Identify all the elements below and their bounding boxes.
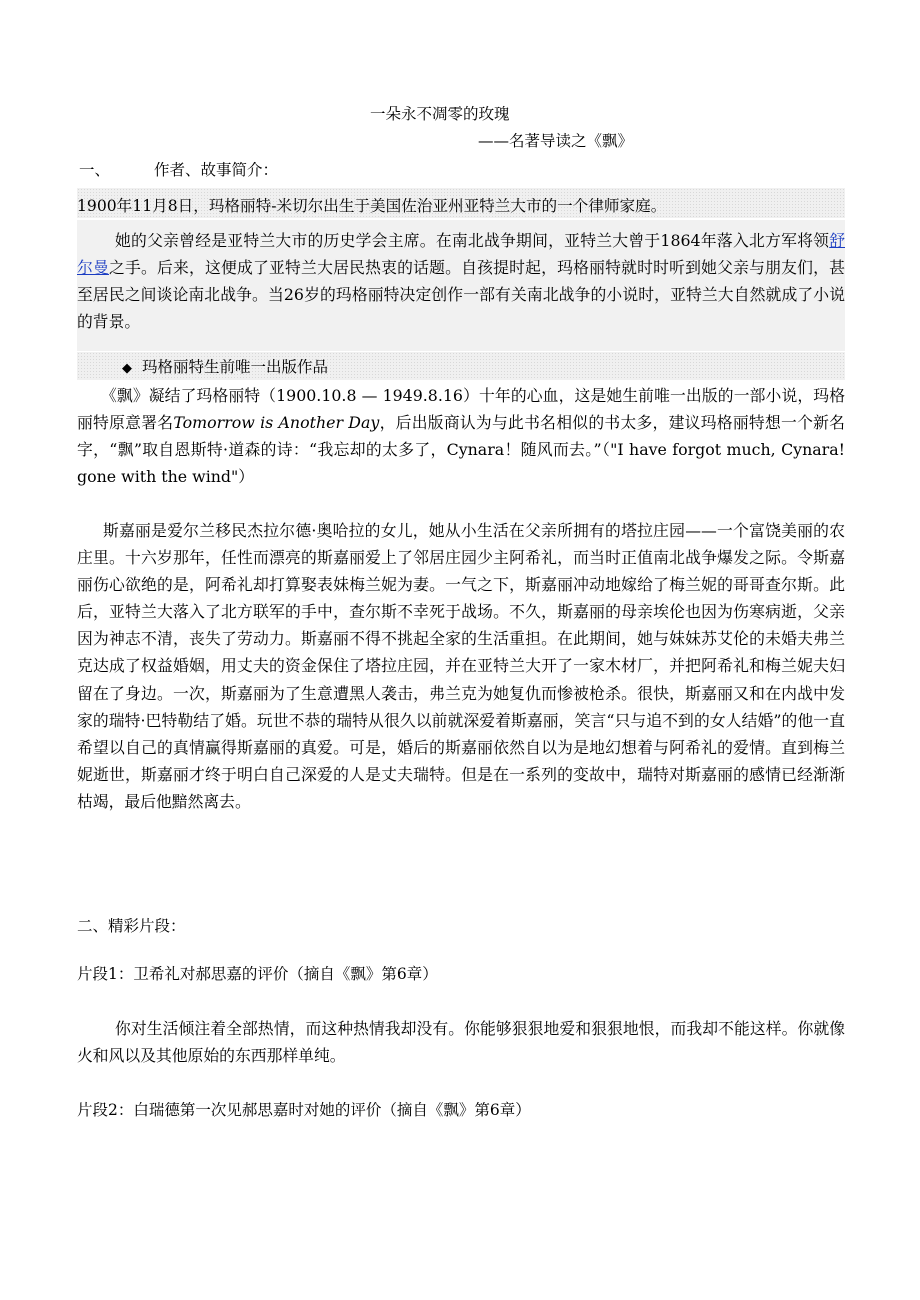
doc-subtitle: ——名著导读之《飘》 — [478, 132, 634, 150]
work-paragraph-b: ，后出版商认为与此书名相似的书太多，建议玛格丽特想一个新名字，“飘”取自恩斯特·道森的诗：“我忘却的太多了，Cynara！随风而去。”（"I have forgot much, Cynara! gone with the wind"） — [77, 413, 845, 487]
sherman-link[interactable]: 舒尔曼 — [77, 231, 845, 278]
father-paragraph — [77, 227, 845, 335]
section1-heading: 作者、故事简介： — [154, 161, 279, 179]
excerpt1-heading: 片段1：卫希礼对郝思嘉的评价（摘自《飘》第6章） — [77, 965, 438, 983]
excerpt1-text: 你对生活倾注着全部热情，而这种热情我却没有。你能够狠狠地爱和狠狠地恨，而我却不能这样。你就像火和风以及其他原始的东西那样单纯。 — [77, 1019, 845, 1066]
birth-line: 1900年11月8日，玛格丽特-米切尔出生于美国佐治亚州亚特兰大市的一个律师家庭。 — [77, 197, 667, 215]
work-original-title: Tomorrow is Another Day — [173, 413, 380, 433]
excerpt2-heading: 片段2：白瑞德第一次见郝思嘉时对她的评价（摘自《飘》第6章） — [77, 1101, 531, 1119]
bullet-text: 玛格丽特生前唯一出版作品 — [142, 358, 329, 376]
story-paragraph: 斯嘉丽是爱尔兰移民杰拉尔德·奥哈拉的女儿，她从小生活在父亲所拥有的塔拉庄园——一个富饶美丽的农庄里。十六岁那年，任性而漂亮的斯嘉丽爱上了邻居庄园少主阿希礼，而当时正值南北战争爆发之际。令斯嘉丽伤心欲绝的是，阿希礼却打算娶表妹梅兰妮为妻。一气之下，斯嘉丽冲动地嫁给了梅兰妮的哥哥查尔斯。此后，亚特兰大落入了北方联军的手中，查尔斯不幸死于战场。不久，斯嘉丽的母亲埃伦也因为伤寒病逝，父亲因为神志不清，丧失了劳动力。斯嘉丽不得不挑起全家的生活重担。在此期间，她与妹妹苏艾伦的未婚夫弗兰克达成了权益婚姻，用丈夫的资金保住了塔拉庄园，并在亚特兰大开了一家木材厂，并把阿希礼和梅兰妮夫妇留在了身边。一次，斯嘉丽为了生意遭黑人袭击，弗兰克为她复仇而惨被枪杀。很快，斯嘉丽又和在内战中发家的瑞特·巴特勒结了婚。玩世不恭的瑞特从很久以前就深爱着斯嘉丽，笑言“只与追不到的女人结婚”的他一直希望以自己的真情赢得斯嘉丽的真爱。可是，婚后的斯嘉丽依然自以为是地幻想着与阿希礼的爱情。直到梅兰妮逝世，斯嘉丽才终于明白自己深爱的人是丈夫瑞特。但是在一系列的变故中，瑞特对斯嘉丽的感情已经渐渐枯竭，最后他黯然离去。 — [77, 521, 845, 811]
doc-title: 一朵永不凋零的玫瑰 — [370, 105, 510, 123]
father-paragraph-post: 之手。后来，这便成了亚特兰大居民热衷的话题。自孩提时起，玛格丽特就时时听到她父亲与朋友们，甚至居民之间谈论南北战争。当26岁的玛格丽特决定创作一部有关南北战争的小说时，亚特兰大自然就成了小说的背景。 — [77, 258, 845, 332]
bullet-line — [122, 354, 328, 382]
diamond-bullet-icon: ◆ — [122, 361, 132, 376]
work-paragraph-a: 《飘》凝结了玛格丽特（1900.10.8 — 1949.8.16）十年的心血，这是她生前唯一出版的一部小说，玛格丽特原意署名 — [77, 386, 845, 433]
section1-heading-number: 一、 — [79, 161, 111, 179]
work-paragraph — [77, 382, 845, 490]
section2-heading: 二、精彩片段： — [77, 917, 186, 935]
father-paragraph-pre: 她的父亲曾经是亚特兰大市的历史学会主席。在南北战争期间，亚特兰大曾于1864年落入北方军将领 — [115, 231, 830, 250]
